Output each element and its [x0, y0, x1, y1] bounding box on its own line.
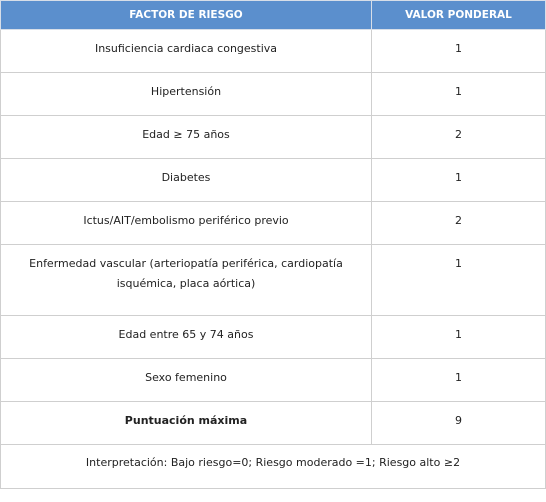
table-row: [1, 202, 546, 245]
total-value: 9: [372, 402, 546, 445]
factor-cell: Edad entre 65 y 74 años: [1, 316, 372, 359]
total-label: Puntuación máxima: [1, 402, 372, 445]
factor-cell: Insuficiencia cardiaca congestiva: [1, 30, 372, 73]
factor-cell: Sexo femenino: [1, 359, 372, 402]
value-cell: 1: [372, 359, 546, 402]
table-row: [1, 73, 546, 116]
factor-cell: Ictus/AIT/embolismo periférico previo: [1, 202, 372, 245]
value-cell: 1: [372, 30, 546, 73]
value-cell: 1: [372, 316, 546, 359]
value-cell: 1: [372, 159, 546, 202]
table-row: [1, 30, 546, 73]
factor-cell: Edad ≥ 75 años: [1, 116, 372, 159]
table-row: [1, 359, 546, 402]
header-value: VALOR PONDERAL: [372, 1, 546, 30]
header-factor: FACTOR DE RIESGO: [1, 1, 372, 30]
table-row: [1, 316, 546, 359]
factor-cell: Diabetes: [1, 159, 372, 202]
value-cell: 2: [372, 202, 546, 245]
interpretation-text: Interpretación: Bajo riesgo=0; Riesgo moderado =1; Riesgo alto ≥2: [1, 445, 546, 489]
value-cell: 2: [372, 116, 546, 159]
value-cell: 1: [372, 73, 546, 116]
factor-cell: Hipertensión: [1, 73, 372, 116]
table-row: [1, 116, 546, 159]
total-row: [1, 402, 546, 445]
table-header-row: [1, 1, 546, 30]
table-row: [1, 159, 546, 202]
interpretation-row: [1, 445, 546, 489]
factor-cell: Enfermedad vascular (arteriopatía periférica, cardiopatía isquémica, placa aórtica): [1, 245, 372, 316]
value-cell: 1: [372, 245, 546, 316]
table-row: [1, 245, 546, 316]
